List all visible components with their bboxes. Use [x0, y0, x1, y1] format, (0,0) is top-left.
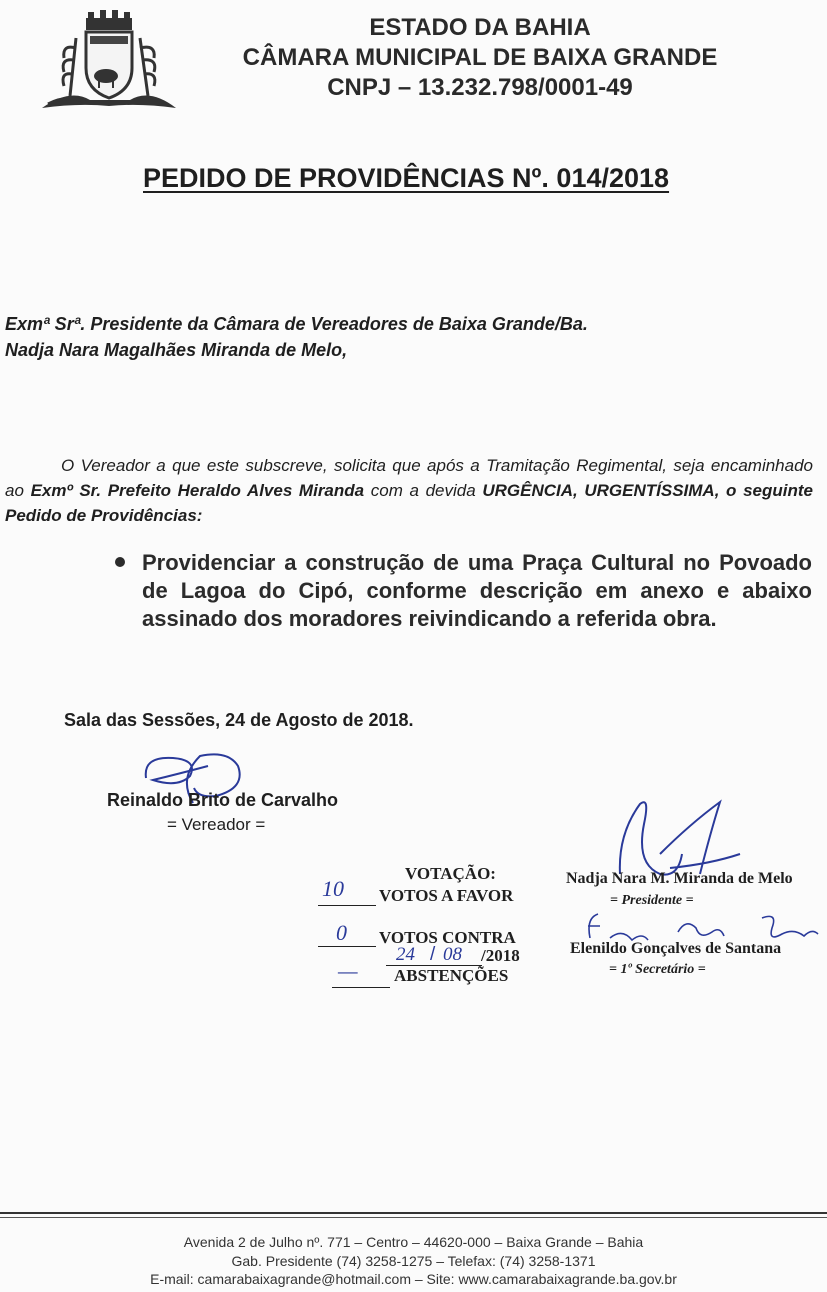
paragraph-text-a: O Vereador a que este subscreve, solicita que após a Tramitação Regimental, seja encaminhado ao [5, 456, 813, 500]
paragraph-text-c: com a devida [364, 481, 483, 500]
footer-address: Avenida 2 de Julho nº. 771 – Centro – 44620-000 – Baixa Grande – Bahia [183, 1234, 644, 1250]
addressee-line-1: Exmª Srª. Presidente da Câmara de Vereadores de Baixa Grande/Ba. [5, 314, 588, 334]
footer-contact: E-mail: camarabaixagrande@hotmail.com – Site: www.camarabaixagrande.ba.gov.br [150, 1271, 677, 1287]
votes-abst-value: — [338, 958, 358, 983]
vereador-role: = Vereador = [167, 815, 266, 834]
footer-rule-bottom [0, 1217, 827, 1218]
secretary-name: Elenildo Gonçalves de Santana [570, 940, 782, 957]
header-state: ESTADO DA BAHIA [369, 14, 591, 41]
president-name: Nadja Nara M. Miranda de Melo [566, 870, 793, 887]
secretary-role: = 1º Secretário = [609, 962, 706, 977]
header-cnpj: CNPJ – 13.232.798/0001-49 [327, 74, 633, 101]
vote-date-day: 24 [396, 944, 415, 965]
votes-contra-value: 0 [336, 920, 347, 945]
header-chamber: CÂMARA MUNICIPAL DE BAIXA GRANDE [242, 44, 718, 71]
vote-date-year: /2018 [481, 946, 520, 965]
addressee-line-2: Nadja Nara Magalhães Miranda de Melo, [5, 340, 348, 360]
votes-contra-line [318, 946, 376, 947]
votes-favor-label: VOTOS A FAVOR [379, 886, 514, 905]
mayor-name: Exmº Sr. Prefeito Heraldo Alves Miranda [30, 481, 365, 500]
vote-heading: VOTAÇÃO: [405, 864, 496, 883]
urgency-text: URGÊNCIA, URGENTÍSSIMA, o seguinte Pedido de Providências: [5, 481, 813, 525]
place-date: Sala das Sessões, 24 de Agosto de 2018. [64, 710, 414, 730]
votes-contra-label: VOTOS CONTRA [379, 928, 516, 947]
vote-date-month: 08 [443, 944, 462, 965]
votes-favor-line [318, 905, 376, 906]
vote-date-separator: / [430, 944, 436, 965]
votes-abst-label: ABSTENÇÕES [394, 966, 509, 985]
request-item: Providenciar a construção de uma Praça Cultural no Povoado de Lagoa do Cipó, conforme descrição em anexo e abaixo assinado dos moradores reivindicando a referida obra. [142, 550, 812, 631]
document-title: PEDIDO DE PROVIDÊNCIAS Nº. 014/2018 [143, 163, 670, 193]
request-paragraph [5, 453, 813, 528]
votes-favor-value: 10 [322, 876, 344, 901]
vereador-name: Reinaldo Brito de Carvalho [107, 790, 339, 810]
votes-abst-line [332, 987, 390, 988]
bullet-icon [115, 557, 125, 567]
president-role: = Presidente = [610, 893, 694, 908]
footer-rule-top [0, 1212, 827, 1214]
footer-phones: Gab. Presidente (74) 3258-1275 – Telefax: (74) 3258-1371 [231, 1253, 596, 1269]
coat-of-arms-icon [40, 8, 178, 112]
